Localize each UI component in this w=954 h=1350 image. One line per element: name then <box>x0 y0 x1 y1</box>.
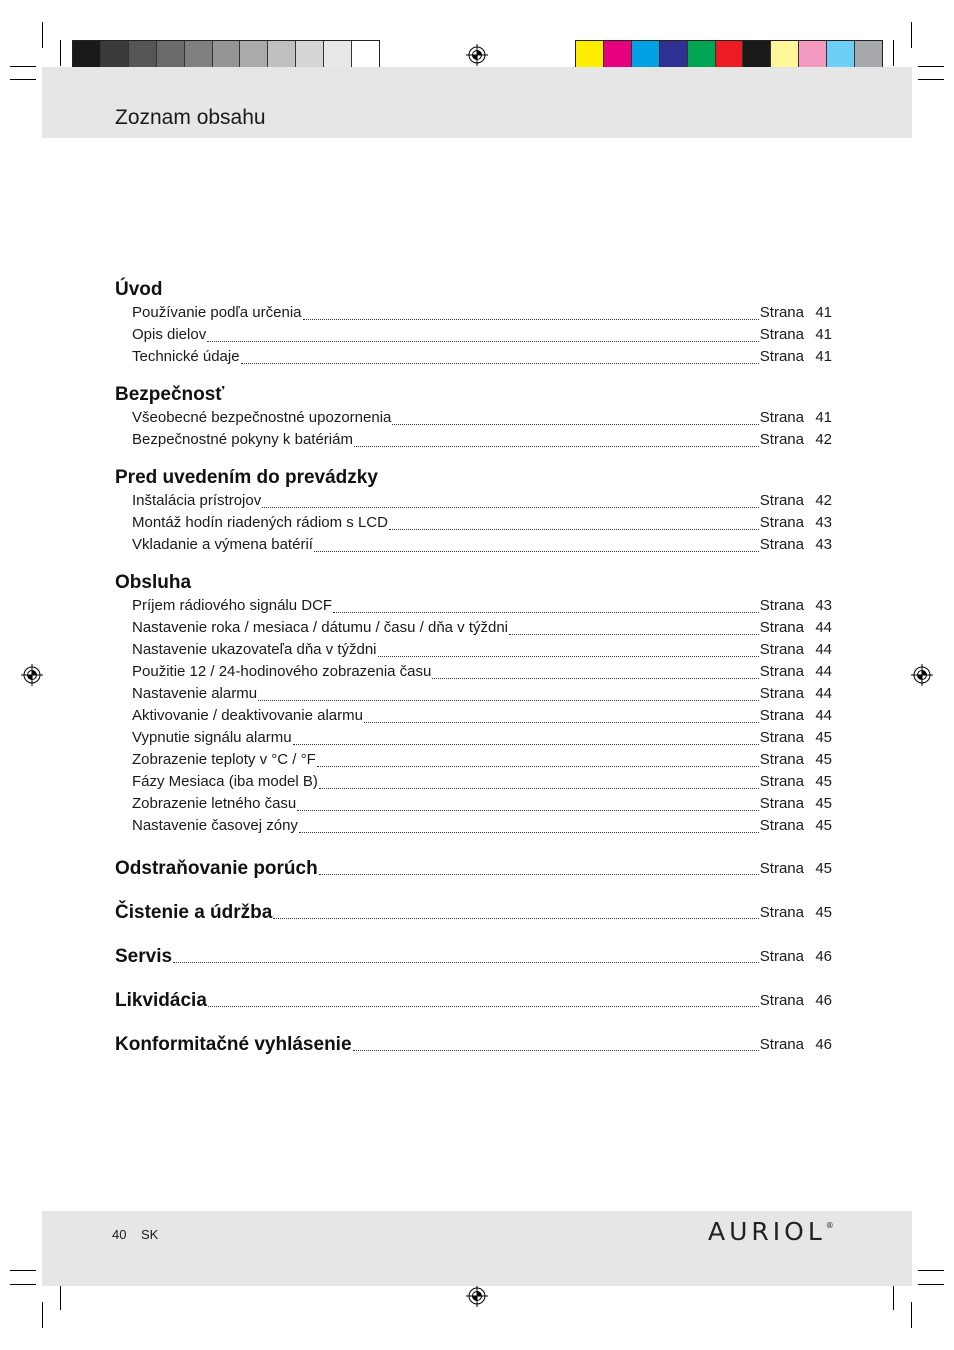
page-value: 45 <box>815 817 832 834</box>
strana-label: Strana <box>759 348 804 365</box>
color-swatch <box>688 41 716 68</box>
toc-entry <box>115 617 832 639</box>
page-value: 45 <box>815 729 832 746</box>
main-entry-label: Konformitačné vyhlásenie <box>115 1034 352 1055</box>
page-reference <box>760 1033 832 1057</box>
entry-label: Použitie 12 / 24-hodinového zobrazenia času <box>132 663 432 680</box>
page-value: 45 <box>815 795 832 812</box>
dot-leader <box>314 550 759 552</box>
dot-leader <box>207 340 759 342</box>
entry-label: Nastavenie roka / mesiaca / dátumu / času / dňa v týždni <box>132 619 509 636</box>
strana-label: Strana <box>759 1036 804 1053</box>
dot-leader <box>319 787 759 789</box>
entry-label: Montáž hodín riadených rádiom s LCD <box>132 514 388 531</box>
color-swatch <box>576 41 604 68</box>
toc-section <box>115 383 832 451</box>
toc-entry <box>115 749 832 771</box>
page-reference <box>760 346 832 368</box>
page-value: 41 <box>815 348 832 365</box>
page-value: 43 <box>815 597 832 614</box>
toc-entry <box>115 793 832 815</box>
crop-mark <box>918 1284 944 1285</box>
dot-leader <box>297 809 759 811</box>
strana-label: Strana <box>759 773 804 790</box>
toc-entry <box>115 512 832 534</box>
dot-leader <box>319 873 759 875</box>
dot-leader <box>378 655 759 657</box>
crop-mark <box>918 66 944 67</box>
crop-mark <box>42 1302 43 1328</box>
entry-label: Opis dielov <box>132 326 207 343</box>
strana-label: Strana <box>759 409 804 426</box>
strana-label: Strana <box>759 492 804 509</box>
crop-mark <box>893 40 894 66</box>
toc-entry <box>115 407 832 429</box>
entry-label: Všeobecné bezpečnostné upozornenia <box>132 409 392 426</box>
page-value: 41 <box>815 326 832 343</box>
dot-leader <box>364 721 759 723</box>
entry-label: Používanie podľa určenia <box>132 304 302 321</box>
crop-mark <box>918 79 944 80</box>
section-spacer <box>115 368 832 383</box>
color-swatch <box>632 41 660 68</box>
page-value: 46 <box>815 1036 832 1053</box>
page-reference <box>760 857 832 881</box>
page-reference <box>760 705 832 727</box>
crop-mark <box>10 1270 36 1271</box>
registration-mark-icon <box>911 664 933 686</box>
crop-mark <box>10 1284 36 1285</box>
section-heading: Úvod <box>115 279 163 300</box>
color-swatch <box>827 41 855 68</box>
color-swatch <box>240 41 268 68</box>
page-reference <box>760 815 832 837</box>
entry-label: Nastavenie ukazovateľa dňa v týždni <box>132 641 377 658</box>
toc-entry <box>115 815 832 837</box>
dot-leader <box>354 445 759 447</box>
dot-leader <box>173 961 759 963</box>
color-swatch <box>213 41 241 68</box>
strana-label: Strana <box>759 304 804 321</box>
page-reference <box>760 989 832 1013</box>
toc-main-entry <box>115 925 832 969</box>
toc-main-entry <box>115 1013 832 1057</box>
strana-label: Strana <box>759 326 804 343</box>
color-swatch <box>157 41 185 68</box>
brand-logo <box>708 1217 834 1246</box>
page-reference <box>760 945 832 969</box>
entry-label: Nastavenie alarmu <box>132 685 258 702</box>
entry-label: Príjem rádiového signálu DCF <box>132 597 333 614</box>
registration-mark-icon <box>21 664 43 686</box>
entry-label: Zobrazenie teploty v °C / °F <box>132 751 316 768</box>
strana-label: Strana <box>759 514 804 531</box>
strana-label: Strana <box>759 619 804 636</box>
toc-section <box>115 466 832 556</box>
registered-mark: ® <box>825 1221 834 1230</box>
entry-label: Inštalácia prístrojov <box>132 492 262 509</box>
section-heading: Obsluha <box>115 572 192 593</box>
toc-main-entry <box>115 881 832 925</box>
color-swatch <box>743 41 771 68</box>
page-reference <box>760 512 832 534</box>
strana-label: Strana <box>759 536 804 553</box>
page-value: 44 <box>815 619 832 636</box>
page-value: 44 <box>815 663 832 680</box>
strana-label: Strana <box>759 641 804 658</box>
page-value: 44 <box>815 641 832 658</box>
entry-label: Vypnutie signálu alarmu <box>132 729 292 746</box>
toc-entry <box>115 346 832 368</box>
dot-leader <box>353 1049 759 1051</box>
toc-entry <box>115 324 832 346</box>
strana-label: Strana <box>759 817 804 834</box>
color-swatch <box>855 41 882 68</box>
color-swatch <box>296 41 324 68</box>
page-value: 44 <box>815 685 832 702</box>
toc-main-entry <box>115 837 832 881</box>
dot-leader <box>241 362 759 364</box>
dot-leader <box>299 831 759 833</box>
crop-mark <box>10 66 36 67</box>
crop-mark <box>918 1270 944 1271</box>
registration-mark-icon <box>466 44 488 66</box>
toc-entry <box>115 683 832 705</box>
strana-label: Strana <box>759 729 804 746</box>
page-reference <box>760 793 832 815</box>
entry-label: Zobrazenie letného času <box>132 795 297 812</box>
page-value: 46 <box>815 948 832 965</box>
color-swatch <box>660 41 688 68</box>
dot-leader <box>258 699 759 701</box>
page-value: 42 <box>815 431 832 448</box>
entry-label: Vkladanie a výmena batérií <box>132 536 313 553</box>
page-value: 41 <box>815 409 832 426</box>
toc-entry <box>115 490 832 512</box>
crop-mark <box>911 22 912 48</box>
section-heading: Bezpečnosť <box>115 384 225 405</box>
crop-mark <box>60 40 61 66</box>
strana-label: Strana <box>759 685 804 702</box>
toc-entry <box>115 302 832 324</box>
strana-label: Strana <box>759 795 804 812</box>
brand-name: AURIOL <box>708 1217 826 1246</box>
page-reference <box>760 490 832 512</box>
page-reference <box>760 429 832 451</box>
section-heading: Pred uvedením do prevádzky <box>115 467 378 488</box>
page-reference <box>760 617 832 639</box>
page-reference <box>760 661 832 683</box>
toc-entry <box>115 595 832 617</box>
main-entry-label: Likvidácia <box>115 990 207 1011</box>
dot-leader <box>509 633 759 635</box>
page-value: 45 <box>815 773 832 790</box>
toc-entry <box>115 705 832 727</box>
color-calibration-bar <box>575 40 883 69</box>
color-swatch <box>101 41 129 68</box>
strana-label: Strana <box>759 751 804 768</box>
dot-leader <box>432 677 758 679</box>
main-entry-label: Odstraňovanie porúch <box>115 858 318 879</box>
section-spacer <box>115 451 832 466</box>
strana-label: Strana <box>759 948 804 965</box>
toc-main-entry <box>115 969 832 1013</box>
toc-section <box>115 571 832 837</box>
registration-mark-icon <box>466 1285 488 1307</box>
dot-leader <box>392 423 758 425</box>
strana-label: Strana <box>759 707 804 724</box>
toc-entry <box>115 639 832 661</box>
toc-entry <box>115 727 832 749</box>
strana-label: Strana <box>759 992 804 1009</box>
table-of-contents <box>115 278 832 1057</box>
page-value: 46 <box>815 992 832 1009</box>
page-reference <box>760 749 832 771</box>
page-title: Zoznam obsahu <box>115 106 266 129</box>
page-value: 45 <box>815 860 832 877</box>
color-swatch <box>185 41 213 68</box>
page-value: 41 <box>815 304 832 321</box>
color-swatch <box>129 41 157 68</box>
color-swatch <box>716 41 744 68</box>
dot-leader <box>293 743 759 745</box>
main-entry-label: Servis <box>115 946 173 967</box>
dot-leader <box>273 917 758 919</box>
toc-entry <box>115 429 832 451</box>
page-reference <box>760 727 832 749</box>
entry-label: Fázy Mesiaca (iba model B) <box>132 773 318 790</box>
color-swatch <box>799 41 827 68</box>
color-swatch <box>268 41 296 68</box>
entry-label: Bezpečnostné pokyny k batériám <box>132 431 353 448</box>
strana-label: Strana <box>759 904 804 921</box>
section-spacer <box>115 556 832 571</box>
page-reference <box>760 639 832 661</box>
grayscale-calibration-bar <box>72 40 380 69</box>
page-reference <box>760 324 832 346</box>
crop-mark <box>893 1284 894 1310</box>
dot-leader <box>303 318 759 320</box>
crop-mark <box>10 79 36 80</box>
dot-leader <box>262 506 759 508</box>
page-reference <box>760 595 832 617</box>
strana-label: Strana <box>759 431 804 448</box>
dot-leader <box>208 1005 759 1007</box>
page-value: 43 <box>815 514 832 531</box>
page-value: 45 <box>815 751 832 768</box>
page-reference <box>760 407 832 429</box>
page-reference <box>760 771 832 793</box>
toc-section <box>115 278 832 368</box>
page-number: 40 <box>112 1227 127 1242</box>
toc-entry <box>115 661 832 683</box>
entry-label: Technické údaje <box>132 348 240 365</box>
color-swatch <box>604 41 632 68</box>
strana-label: Strana <box>759 860 804 877</box>
crop-mark <box>911 1302 912 1328</box>
crop-mark <box>42 22 43 48</box>
page-reference <box>760 534 832 556</box>
color-swatch <box>324 41 352 68</box>
strana-label: Strana <box>759 597 804 614</box>
entry-label: Nastavenie časovej zóny <box>132 817 298 834</box>
page-reference <box>760 302 832 324</box>
page-value: 42 <box>815 492 832 509</box>
language-code: SK <box>141 1227 159 1242</box>
entry-label: Aktivovanie / deaktivovanie alarmu <box>132 707 363 724</box>
page-value: 44 <box>815 707 832 724</box>
crop-mark <box>60 1284 61 1310</box>
color-swatch <box>771 41 799 68</box>
dot-leader <box>389 528 759 530</box>
color-swatch <box>73 41 101 68</box>
page-value: 43 <box>815 536 832 553</box>
main-entry-label: Čistenie a údržba <box>115 902 273 923</box>
toc-entry <box>115 534 832 556</box>
page-reference <box>760 901 832 925</box>
page-reference <box>760 683 832 705</box>
page-value: 45 <box>815 904 832 921</box>
strana-label: Strana <box>759 663 804 680</box>
toc-entry <box>115 771 832 793</box>
dot-leader <box>317 765 759 767</box>
dot-leader <box>333 611 759 613</box>
color-swatch <box>352 41 379 68</box>
